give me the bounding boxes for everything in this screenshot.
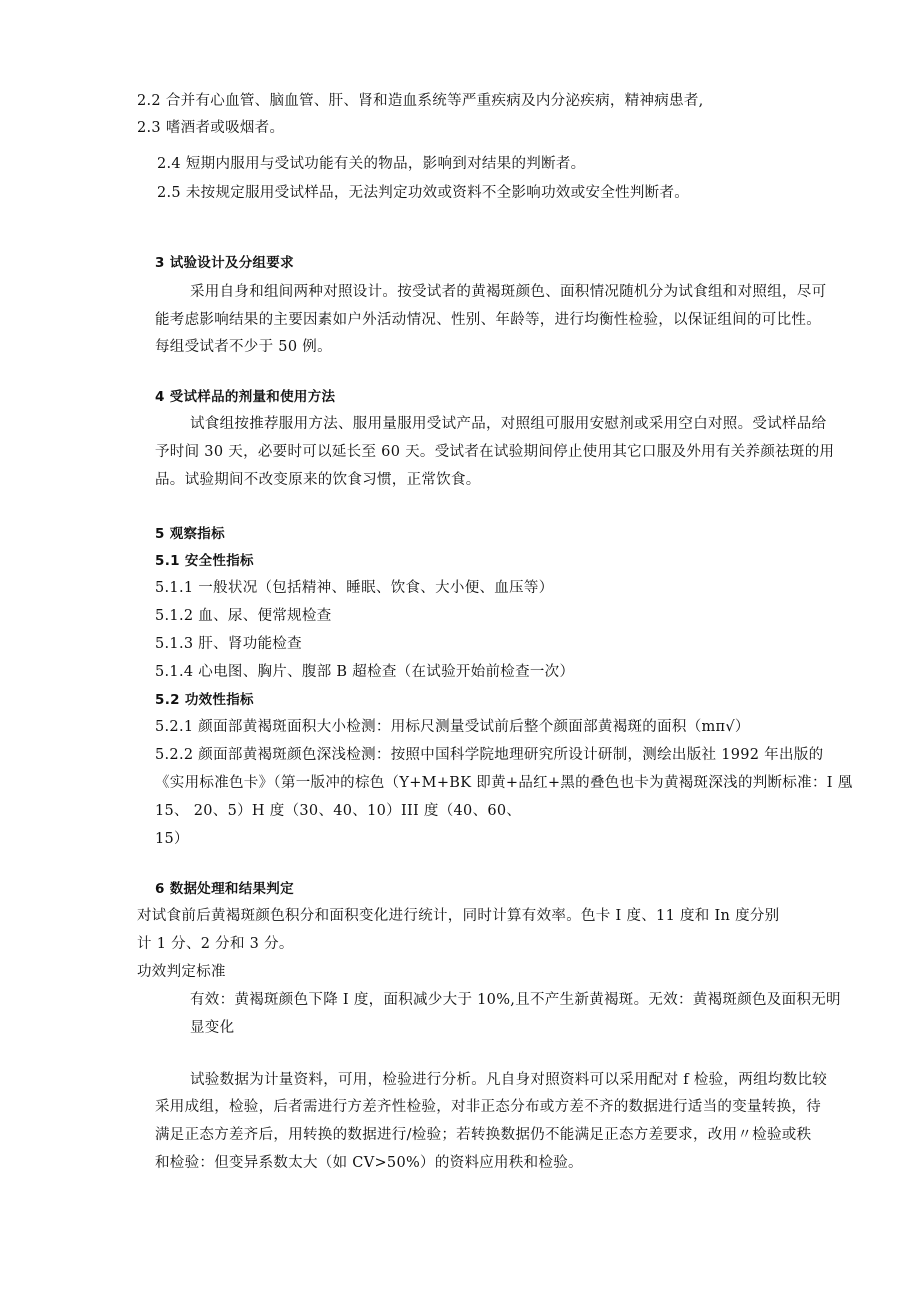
section-6-paragraph-line: 计 1 分、2 分和 3 分。 (137, 936, 294, 952)
section-4-paragraph-line: 予时间 30 天，必要时可以延长至 60 天。受试者在试验期间停止使用其它口服及外用有关养颜祛斑的用 (155, 444, 835, 460)
exclusion-item-2-2: 2.2 合并有心血管、脑血管、肝、肾和造血系统等严重疾病及内分泌疾病，精神病患者, (137, 93, 704, 109)
section-4-heading: 4 受试样品的剂量和使用方法 (155, 389, 336, 405)
subsection-5-2-heading: 5.2 功效性指标 (155, 692, 254, 708)
section-3-paragraph-line: 每组受试者不少于 50 例。 (155, 339, 332, 355)
section-6-paragraph-line: 对试食前后黄褐斑颜色积分和面积变化进行统计，同时计算有效率。色卡 I 度、11 度和 In 度分别 (137, 908, 780, 924)
criteria-heading: 功效判定标准 (137, 964, 226, 980)
exclusion-item-2-5: 2.5 未按规定服用受试样品，无法判定功效或资料不全影响功效或安全性判断者。 (157, 185, 690, 201)
exclusion-item-2-4: 2.4 短期内服用与受试功能有关的物品，影响到对结果的判断者。 (157, 156, 586, 172)
section-3-heading: 3 试验设计及分组要求 (155, 255, 294, 271)
section-4-paragraph-line: 试食组按推荐服用方法、服用量服用受试产品，对照组可服用安慰剂或采用空白对照。受试样品给 (190, 416, 827, 432)
analysis-paragraph-line: 采用成组，检验，后者需进行方差齐性检验，对非正态分布或方差不齐的数据进行适当的变量转换，待 (155, 1099, 821, 1115)
safety-item: 5.1.2 血、尿、便常规检查 (155, 608, 332, 624)
safety-item: 5.1.3 肝、肾功能检查 (155, 636, 302, 652)
efficacy-item-line: 《实用标准色卡》（第一版冲的棕色（Y+M+BK 即黄+品红+黑的叠色也卡为黄褐斑深浅的判断标准：I 凰 (155, 775, 853, 791)
section-4-paragraph-line: 品。试验期间不改变原来的饮食习惯，正常饮食。 (155, 472, 481, 488)
criteria-line: 有效：黄褐斑颜色下降 I 度，面积减少大于 10%,且不产生新黄褐斑。无效：黄褐斑颜色及面积无明 (190, 992, 841, 1008)
exclusion-item-2-3: 2.3 嗜酒者或吸烟者。 (137, 120, 285, 136)
efficacy-item-line: 15） (155, 831, 189, 847)
efficacy-item: 5.2.2 颜面部黄褐斑颜色深浅检测：按照中国科学院地理研究所设计研制，测绘出版社 1992 年出版的 (155, 747, 824, 763)
section-6-heading: 6 数据处理和结果判定 (155, 881, 294, 897)
section-3-paragraph-line: 能考虑影响结果的主要因素如户外活动情况、性别、年龄等，进行均衡性检验，以保证组间的可比性。 (155, 312, 821, 328)
safety-item: 5.1.1 一般状况（包括精神、睡眠、饮食、大小便、血压等） (155, 580, 554, 596)
safety-item: 5.1.4 心电图、胸片、腹部 B 超检查（在试验开始前检查一次） (155, 664, 575, 680)
analysis-paragraph-line: 和检验：但变异系数太大（如 CV>50%）的资料应用秩和检验。 (155, 1155, 583, 1171)
section-5-heading: 5 观察指标 (155, 526, 225, 542)
efficacy-item: 5.2.1 颜面部黄褐斑面积大小检测：用标尺测量受试前后整个颜面部黄褐斑的面积（mπ√） (155, 719, 750, 735)
analysis-paragraph-line: 满足正态方差齐后，用转换的数据进行/检验；若转换数据仍不能满足正态方差要求，改用〃检验或秩 (155, 1127, 812, 1143)
subsection-5-1-heading: 5.1 安全性指标 (155, 553, 254, 569)
analysis-paragraph-line: 试验数据为计量资料，可用，检验进行分析。凡自身对照资料可以采用配对 f 检验，两组均数比较 (190, 1072, 828, 1088)
efficacy-item-line: 15、 20、5）H 度（30、40、10）III 度（40、60、 (155, 803, 522, 819)
section-3-paragraph-line: 采用自身和组间两种对照设计。按受试者的黄褐斑颜色、面积情况随机分为试食组和对照组，尽可 (190, 284, 827, 300)
criteria-line: 显变化 (190, 1020, 235, 1036)
